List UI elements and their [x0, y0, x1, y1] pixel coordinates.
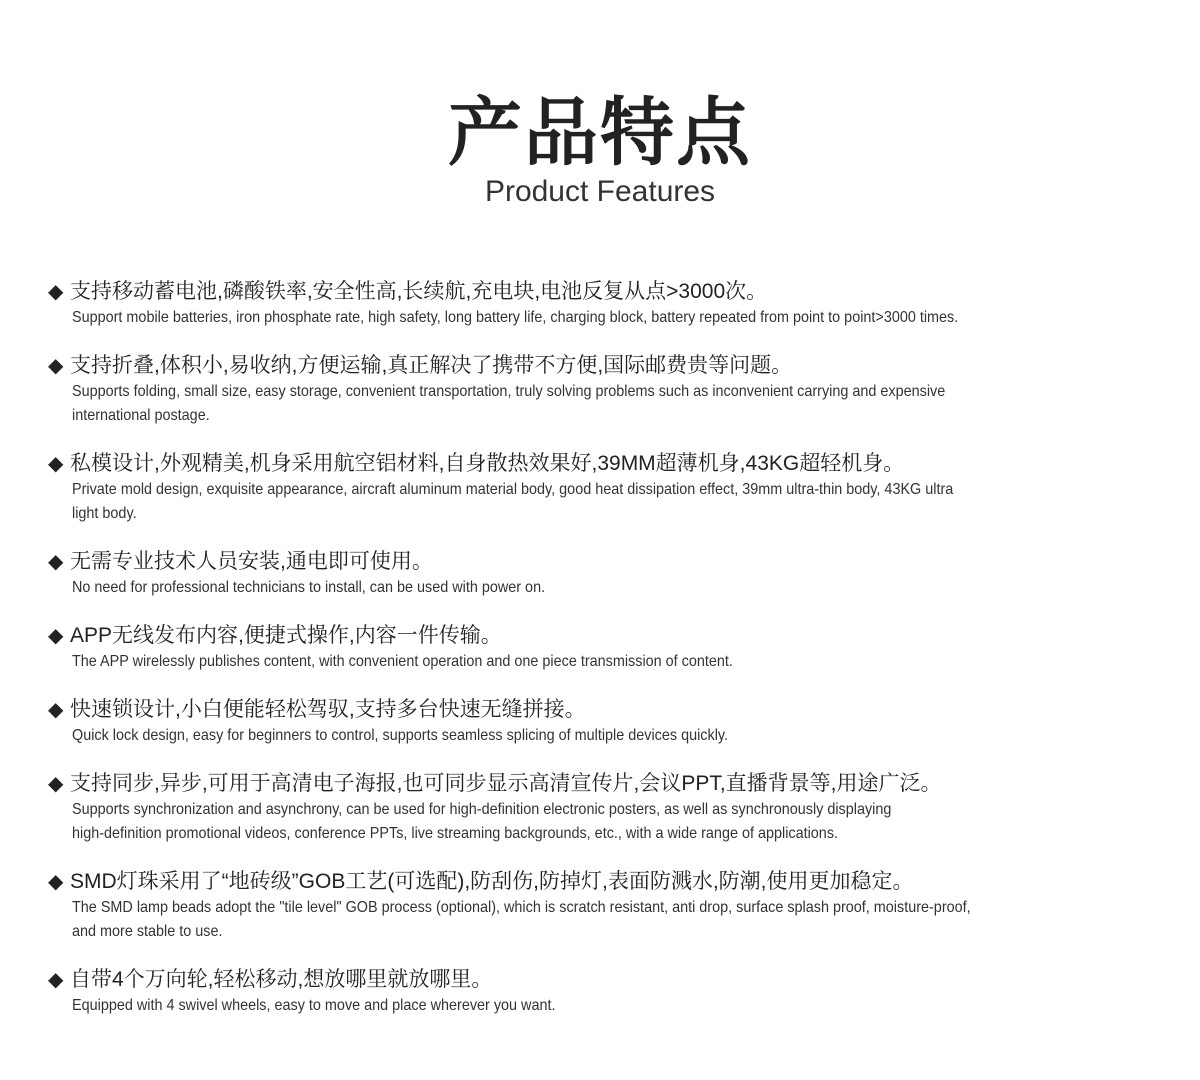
feature-list: [48, 278, 1168, 1040]
diamond-bullet-icon: ◆: [48, 625, 64, 647]
feature-heading: [48, 548, 1168, 576]
feature-heading-text: 支持同步,异步,可用于高清电子海报,也可同步显示高清宣传片,会议PPT,直播背景等,用途广泛。: [70, 772, 942, 795]
feature-heading: [48, 450, 1168, 478]
feature-description: Supports synchronization and asynchrony, can be used for high-definition electronic posters, as well as synchronously displaying: [72, 801, 892, 818]
feature-item: [48, 450, 1168, 526]
feature-item: [48, 352, 1168, 428]
feature-item: [48, 696, 1168, 748]
feature-heading: [48, 966, 1168, 994]
feature-heading-text: 快速锁设计,小白便能轻松驾驭,支持多台快速无缝拼接。: [70, 698, 586, 721]
feature-description: The SMD lamp beads adopt the "tile level" GOB process (optional), which is scratch resistant, anti drop, surface splash proof, moisture-proof,: [72, 899, 971, 916]
feature-heading-text: APP无线发布内容,便捷式操作,内容一件传输。: [70, 624, 502, 647]
feature-heading: [48, 622, 1168, 650]
diamond-bullet-icon: ◆: [48, 969, 64, 991]
feature-item: [48, 868, 1168, 944]
feature-heading-text: SMD灯珠采用了“地砖级”GOB工艺(可选配),防刮伤,防掉灯,表面防溅水,防潮,使用更加稳定。: [70, 870, 914, 893]
feature-description: Equipped with 4 swivel wheels, easy to move and place wherever you want.: [72, 997, 556, 1014]
feature-heading-text: 私模设计,外观精美,机身采用航空铝材料,自身散热效果好,39MM超薄机身,43KG超轻机身。: [70, 452, 905, 475]
feature-description: Supports folding, small size, easy storage, convenient transportation, truly solving problems such as inconvenient carrying and expensive: [72, 383, 946, 400]
feature-heading: [48, 696, 1168, 724]
feature-item: [48, 770, 1168, 846]
diamond-bullet-icon: ◆: [48, 871, 64, 893]
feature-item: [48, 278, 1168, 330]
feature-heading-text: 无需专业技术人员安装,通电即可使用。: [70, 550, 433, 573]
diamond-bullet-icon: ◆: [48, 281, 64, 303]
feature-description: international postage.: [72, 407, 210, 424]
feature-heading-text: 支持折叠,体积小,易收纳,方便运输,真正解决了携带不方便,国际邮费贵等问题。: [70, 354, 793, 377]
feature-item: [48, 622, 1168, 674]
feature-description: high-definition promotional videos, conference PPTs, live streaming backgrounds, etc., with a wide range of applications.: [72, 825, 839, 842]
feature-heading-text: 支持移动蓄电池,磷酸铁率,安全性高,长续航,充电块,电池反复从点>3000次。: [70, 280, 768, 303]
feature-description: No need for professional technicians to install, can be used with power on.: [72, 579, 546, 596]
feature-heading-text: 自带4个万向轮,轻松移动,想放哪里就放哪里。: [70, 968, 493, 991]
page-subtitle: Product Features: [484, 175, 716, 208]
feature-description: Private mold design, exquisite appearance, aircraft aluminum material body, good heat dissipation effect, 39mm ultra-thin body, 43KG ultra: [72, 481, 954, 498]
feature-description: and more stable to use.: [72, 923, 223, 940]
diamond-bullet-icon: ◆: [48, 355, 64, 377]
feature-heading: [48, 352, 1168, 380]
diamond-bullet-icon: ◆: [48, 551, 64, 573]
feature-item: [48, 966, 1168, 1018]
feature-heading: [48, 278, 1168, 306]
feature-heading: [48, 770, 1168, 798]
feature-item: [48, 548, 1168, 600]
feature-description: Quick lock design, easy for beginners to control, supports seamless splicing of multiple devices quickly.: [72, 727, 729, 744]
feature-heading: [48, 868, 1168, 896]
feature-description: Support mobile batteries, iron phosphate rate, high safety, long battery life, charging block, battery repeated from point to point>3000 times.: [72, 309, 959, 326]
diamond-bullet-icon: ◆: [48, 773, 64, 795]
page-title: 产品特点: [448, 91, 752, 174]
feature-description: light body.: [72, 505, 137, 522]
feature-description: The APP wirelessly publishes content, with convenient operation and one piece transmission of content.: [72, 653, 733, 670]
diamond-bullet-icon: ◆: [48, 699, 64, 721]
diamond-bullet-icon: ◆: [48, 453, 64, 475]
